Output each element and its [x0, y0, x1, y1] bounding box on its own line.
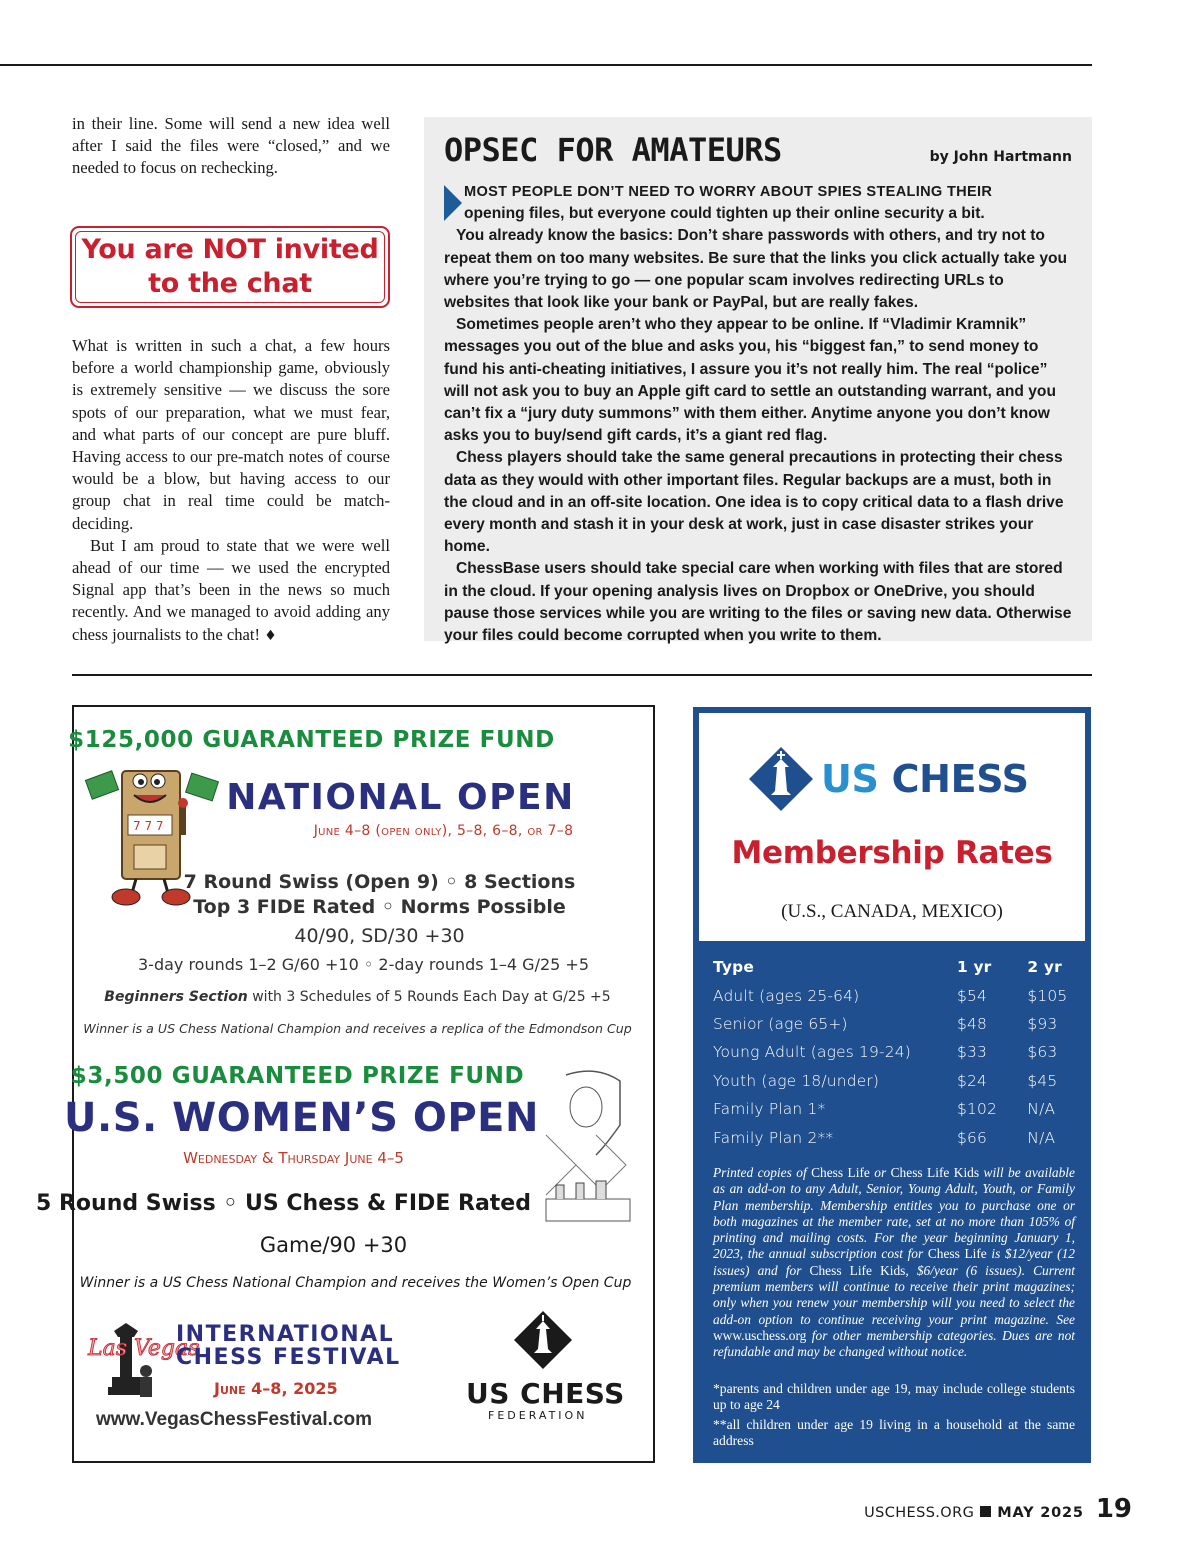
- lead-arrow-icon: [444, 185, 462, 221]
- prize-fund-heading: $125,000 GUARANTEED PRIZE FUND: [68, 727, 555, 753]
- membership-region: (U.S., CANADA, MEXICO): [781, 901, 1003, 922]
- membership-header: [699, 713, 1085, 941]
- table-row: [713, 1038, 1077, 1066]
- opsec-title: OPSEC FOR AMATEURS: [444, 131, 782, 169]
- membership-title: Membership Rates: [731, 835, 1053, 871]
- row-type: Youth (age 18/under): [713, 1071, 880, 1090]
- membership-note: [713, 1165, 1075, 1361]
- note-text: will be available as an add-on to any Adult, Senior, Young Adult, Youth, or Family Plan membership. Membership entitles you to purchase one or both magazines at the member rate, set at no more than 105% of printing and mailing costs. For the year beginning January 1, 2023, the annual subscription cost for: [713, 1165, 1075, 1262]
- us-chess-logo: [749, 747, 1029, 811]
- opsec-paragraph: Sometimes people aren’t who they appear to be online. If “Vladimir Kramnik” messages you out of the blue and asks you, his “biggest fan,” to send money to fund his anti-cheating initiatives, I assure you it’s not really him. The real “police” will not ask you to buy an Apple gift card to settle an outstanding warrant, and you can’t fix a “jury duty summons” with them either. Anytime anyone you don’t know asks you to buy/send gift cards, it’s a giant red flag.: [444, 316, 1056, 445]
- row-type: Adult (ages 25-64): [713, 986, 860, 1005]
- membership-rates-box: [693, 707, 1091, 1463]
- table-row: [713, 1010, 1077, 1038]
- logo-wordmark: [821, 757, 1029, 801]
- logo-chess: CHESS: [891, 757, 1029, 801]
- beginners-line: [68, 989, 647, 1005]
- table-row: [713, 1123, 1077, 1151]
- body-paragraph: What is written in such a chat, a few hours before a world championship game, obviously is extremely sensitive — we discuss the sore spots of our preparation, what we must fear, and what parts of our concept are pure bluff. Having access to our pre-match notes of course would be a blow, but having access to our group chat in real time could be match-deciding.: [72, 336, 390, 533]
- para3-text: But I am proud to state that we were well ahead of our time — we used the encrypted Signal app that’s been in the news so much recently. And we managed to avoid adding any chess journalists to the chat!: [72, 535, 390, 644]
- opsec-sidebar: [424, 117, 1092, 645]
- festival-name-line1: INTERNATIONAL: [176, 1322, 395, 1347]
- page-number: 19: [1095, 1494, 1132, 1524]
- note-title: Chess Life: [927, 1246, 987, 1262]
- schedules: 3-day rounds 1–2 G/60 +10 ◦ 2-day rounds 1–4 G/25 +5: [137, 955, 589, 974]
- note-text: is $12/year (12 issues) and for: [713, 1246, 1075, 1278]
- table-header: [713, 953, 1077, 981]
- opsec-paragraph: Chess players should take the same general precautions in protecting their chess data as they would with other important files. Regular backups are a must, both in the cloud and in an off-site location. One idea is to copy critical data to a flash drive every month and stash it in your desk at work, just in case disaster strikes your home.: [444, 449, 1064, 556]
- row-2yr: N/A: [1027, 1128, 1056, 1147]
- federation-logo-name: US CHESS: [466, 1377, 625, 1410]
- header-type: Type: [713, 958, 754, 977]
- winner-note: Winner is a US Chess National Champion and receives a replica of the Edmondson Cup: [83, 1021, 632, 1036]
- opsec-paragraph: You already know the basics: Don’t share passwords with others, and try not to repeat them on too many websites. Be sure that the links you click actually take you where you’re trying to go — one popular scam involves redirecting URLs to websites that look like your bank or PayPal, but are really fakes.: [444, 227, 1068, 312]
- top-rule: [0, 64, 1092, 66]
- page-footer: [864, 1494, 1132, 1524]
- women-prize-fund-heading: $3,500 GUARANTEED PRIZE FUND: [70, 1063, 525, 1089]
- beginners-rest: with 3 Schedules of 5 Rounds Each Day at G/25 +5: [247, 989, 611, 1005]
- logo-us: US: [821, 757, 879, 801]
- footer-month: MAY 2025: [997, 1505, 1084, 1521]
- opsec-paragraph: ChessBase users should take special care when working with files that are stored in the cloud. If your opening analysis lives on Dropbox or OneDrive, you should pause those services while you are writing to the files or saving new data. Otherwise your files could become corrupted when you write to them.: [444, 560, 1072, 645]
- us-chess-federation-logo-icon: [512, 1309, 574, 1371]
- body-paragraph: in their line. Some will send a new idea well after I said the files were “closed,” and we needed to focus on rechecking.: [72, 114, 390, 178]
- note-url: www.uschess.org: [713, 1327, 807, 1343]
- note-title: Chess Life: [811, 1165, 870, 1180]
- womens-open-dates: Wednesday & Thursday June 4–5: [183, 1149, 404, 1167]
- svg-text:7 7 7: 7 7 7: [133, 819, 164, 833]
- row-2yr: $105: [1027, 986, 1068, 1005]
- footnote-2: **all children under age 19 living in a household at the same address: [713, 1417, 1075, 1449]
- chat-callout-line1: You are NOT invited: [81, 234, 379, 265]
- festival-logo-text: Las Vegas: [88, 1336, 200, 1361]
- membership-table: [713, 953, 1077, 1152]
- format-line-2: Top 3 FIDE Rated ◦ Norms Possible: [193, 896, 566, 918]
- left-column-bottom: [72, 335, 390, 647]
- opsec-lead-rest: opening files, but everyone could tighten up their online security a bit.: [464, 205, 985, 223]
- row-1yr: $33: [956, 1043, 987, 1062]
- row-1yr: $24: [956, 1071, 987, 1090]
- chat-callout-box: [70, 226, 390, 308]
- womens-open-title: U.S. WOMEN’S OPEN: [64, 1095, 539, 1141]
- footnote-1: *parents and children under age 19, may include college students up to age 24: [713, 1381, 1075, 1413]
- row-2yr: $63: [1027, 1043, 1058, 1062]
- row-1yr: $102: [956, 1100, 997, 1119]
- national-open-title: NATIONAL OPEN: [226, 777, 575, 818]
- end-mark-icon: ♦: [264, 627, 277, 644]
- beginners-bold: Beginners Section: [104, 989, 248, 1005]
- note-text: or: [869, 1165, 891, 1180]
- note-title: Chess Life Kids: [890, 1165, 980, 1180]
- note-title: Chess Life Kids: [809, 1262, 906, 1278]
- womens-time-control: Game/90 +30: [259, 1233, 408, 1257]
- us-chess-diamond-icon: [749, 747, 813, 811]
- opsec-byline: by John Hartmann: [929, 149, 1072, 165]
- opsec-lead-caps: MOST PEOPLE DON’T NEED TO WORRY ABOUT SPIES STEALING THEIR: [464, 184, 993, 200]
- national-open-ad: [36, 705, 655, 1463]
- note-text: Printed copies of: [713, 1165, 812, 1180]
- table-row: [713, 1095, 1077, 1123]
- format-line-1: 7 Round Swiss (Open 9) ◦ 8 Sections: [183, 871, 576, 893]
- row-2yr: $93: [1027, 1014, 1058, 1033]
- note-text: for other membership categories. Dues are not refundable and may be changed without notice.: [713, 1327, 1075, 1360]
- womens-format: 5 Round Swiss ◦ US Chess & FIDE Rated: [36, 1191, 531, 1216]
- opsec-body: [444, 181, 1072, 647]
- table-row: [713, 1067, 1077, 1095]
- row-1yr: $54: [956, 986, 987, 1005]
- footer-square-icon: [980, 1506, 991, 1517]
- time-control: 40/90, SD/30 +30: [294, 925, 465, 947]
- row-1yr: $48: [956, 1014, 987, 1033]
- header-1yr: 1 yr: [956, 958, 992, 977]
- festival-dates: June 4–8, 2025: [214, 1379, 338, 1398]
- row-1yr: $66: [956, 1128, 987, 1147]
- note-text: , $6/year (6 issues). Current premium members will continue to receive their print magazines; only when you renew your membership will you need to select the add-on option to continue receiving your print magazine. See: [713, 1262, 1075, 1327]
- row-type: Family Plan 2**: [713, 1128, 834, 1147]
- row-type: Family Plan 1*: [713, 1100, 826, 1119]
- opsec-header: [444, 131, 1072, 169]
- table-row: [713, 981, 1077, 1009]
- festival-name-line2: CHESS FESTIVAL: [176, 1345, 401, 1370]
- chat-callout-line2: to the chat: [148, 268, 312, 299]
- header-2yr: 2 yr: [1027, 958, 1062, 977]
- left-column-top: [72, 113, 390, 180]
- mid-rule: [72, 674, 1092, 676]
- footer-site: USCHESS.ORG: [864, 1505, 975, 1521]
- row-type: Senior (age 65+): [713, 1014, 848, 1033]
- opsec-lead-paragraph: [444, 181, 1072, 225]
- row-2yr: N/A: [1027, 1100, 1056, 1119]
- national-open-dates: June 4–8 (open only), 5–8, 6–8, or 7–8: [313, 823, 574, 839]
- las-vegas-festival-logo: [84, 1313, 200, 1407]
- body-paragraph: [72, 535, 390, 647]
- row-2yr: $45: [1027, 1071, 1058, 1090]
- federation-logo-sub: FEDERATION: [488, 1409, 588, 1422]
- row-type: Young Adult (ages 19-24): [713, 1043, 911, 1062]
- festival-name: [176, 1323, 401, 1369]
- festival-url: www.VegasChessFestival.com: [96, 1409, 372, 1430]
- womens-winner-note: Winner is a US Chess National Champion and receives the Women’s Open Cup: [79, 1275, 632, 1291]
